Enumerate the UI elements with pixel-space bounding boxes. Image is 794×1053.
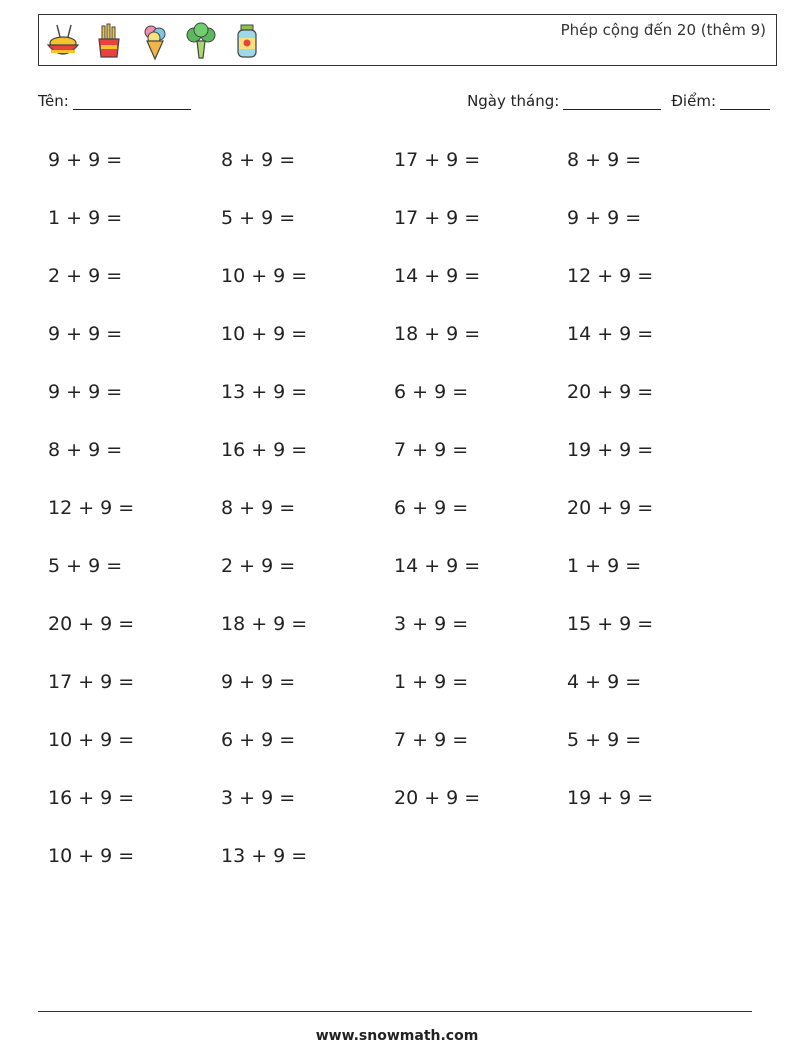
- footer-divider: [38, 1011, 752, 1012]
- problem-item: 16 + 9 =: [48, 787, 135, 809]
- date-label: Ngày tháng:: [467, 92, 560, 110]
- problem-item: 20 + 9 =: [394, 787, 481, 809]
- problem-item: 1 + 9 =: [48, 207, 123, 229]
- problem-item: 4 + 9 =: [567, 671, 642, 693]
- problem-item: 6 + 9 =: [394, 497, 469, 519]
- problem-item: 9 + 9 =: [48, 381, 123, 403]
- problem-item: 17 + 9 =: [394, 149, 481, 171]
- problem-item: 9 + 9 =: [48, 323, 123, 345]
- problem-item: 20 + 9 =: [567, 381, 654, 403]
- problem-item: 7 + 9 =: [394, 729, 469, 751]
- problem-item: 20 + 9 =: [567, 497, 654, 519]
- problem-item: 13 + 9 =: [221, 381, 308, 403]
- problem-item: 14 + 9 =: [567, 323, 654, 345]
- problem-item: 3 + 9 =: [221, 787, 296, 809]
- date-score-fields: [467, 92, 770, 110]
- problem-item: 14 + 9 =: [394, 265, 481, 287]
- problem-item: 17 + 9 =: [394, 207, 481, 229]
- problem-item: 8 + 9 =: [221, 497, 296, 519]
- problem-item: 9 + 9 =: [221, 671, 296, 693]
- problem-item: 1 + 9 =: [394, 671, 469, 693]
- footer-site: www.snowmath.com: [315, 1028, 479, 1044]
- problem-item: 8 + 9 =: [48, 439, 123, 461]
- score-label: Điểm:: [671, 92, 716, 110]
- problem-item: 14 + 9 =: [394, 555, 481, 577]
- problem-item: 2 + 9 =: [221, 555, 296, 577]
- date-field: [467, 92, 661, 110]
- problem-item: 9 + 9 =: [567, 207, 642, 229]
- date-blank[interactable]: [563, 93, 661, 110]
- problem-item: 8 + 9 =: [567, 149, 642, 171]
- problem-grid: [48, 140, 740, 894]
- problem-item: 3 + 9 =: [394, 613, 469, 635]
- problem-item: 10 + 9 =: [221, 323, 308, 345]
- problem-item: 16 + 9 =: [221, 439, 308, 461]
- score-blank[interactable]: [720, 93, 770, 110]
- problem-item: 5 + 9 =: [567, 729, 642, 751]
- header-icons: [45, 21, 265, 61]
- problem-item: 2 + 9 =: [48, 265, 123, 287]
- problem-item: 19 + 9 =: [567, 439, 654, 461]
- problem-item: 10 + 9 =: [48, 729, 135, 751]
- problem-item: 8 + 9 =: [221, 149, 296, 171]
- problem-item: 18 + 9 =: [394, 323, 481, 345]
- name-label: Tên:: [38, 92, 69, 110]
- problem-item: 6 + 9 =: [394, 381, 469, 403]
- problem-item: 17 + 9 =: [48, 671, 135, 693]
- problem-item: 18 + 9 =: [221, 613, 308, 635]
- problem-item: 20 + 9 =: [48, 613, 135, 635]
- problem-item: 13 + 9 =: [221, 845, 308, 867]
- noodle-bowl-icon: [45, 21, 81, 61]
- problem-item: 5 + 9 =: [221, 207, 296, 229]
- jam-jar-icon: [229, 21, 265, 61]
- ice-cream-cone-icon: [137, 21, 173, 61]
- problem-item: 5 + 9 =: [48, 555, 123, 577]
- problem-item: 12 + 9 =: [48, 497, 135, 519]
- problem-item: 10 + 9 =: [221, 265, 308, 287]
- problem-item: 9 + 9 =: [48, 149, 123, 171]
- score-field: [671, 92, 770, 110]
- problem-item: 6 + 9 =: [221, 729, 296, 751]
- problem-item: 15 + 9 =: [567, 613, 654, 635]
- worksheet-title: Phép cộng đến 20 (thêm 9): [560, 21, 766, 39]
- problem-item: 19 + 9 =: [567, 787, 654, 809]
- name-field: [38, 92, 191, 110]
- name-blank[interactable]: [73, 93, 191, 110]
- problem-item: 1 + 9 =: [567, 555, 642, 577]
- french-fries-icon: [91, 21, 127, 61]
- problem-item: 7 + 9 =: [394, 439, 469, 461]
- problem-item: 10 + 9 =: [48, 845, 135, 867]
- problem-item: 12 + 9 =: [567, 265, 654, 287]
- worksheet-header: [38, 14, 777, 66]
- broccoli-icon: [183, 21, 219, 61]
